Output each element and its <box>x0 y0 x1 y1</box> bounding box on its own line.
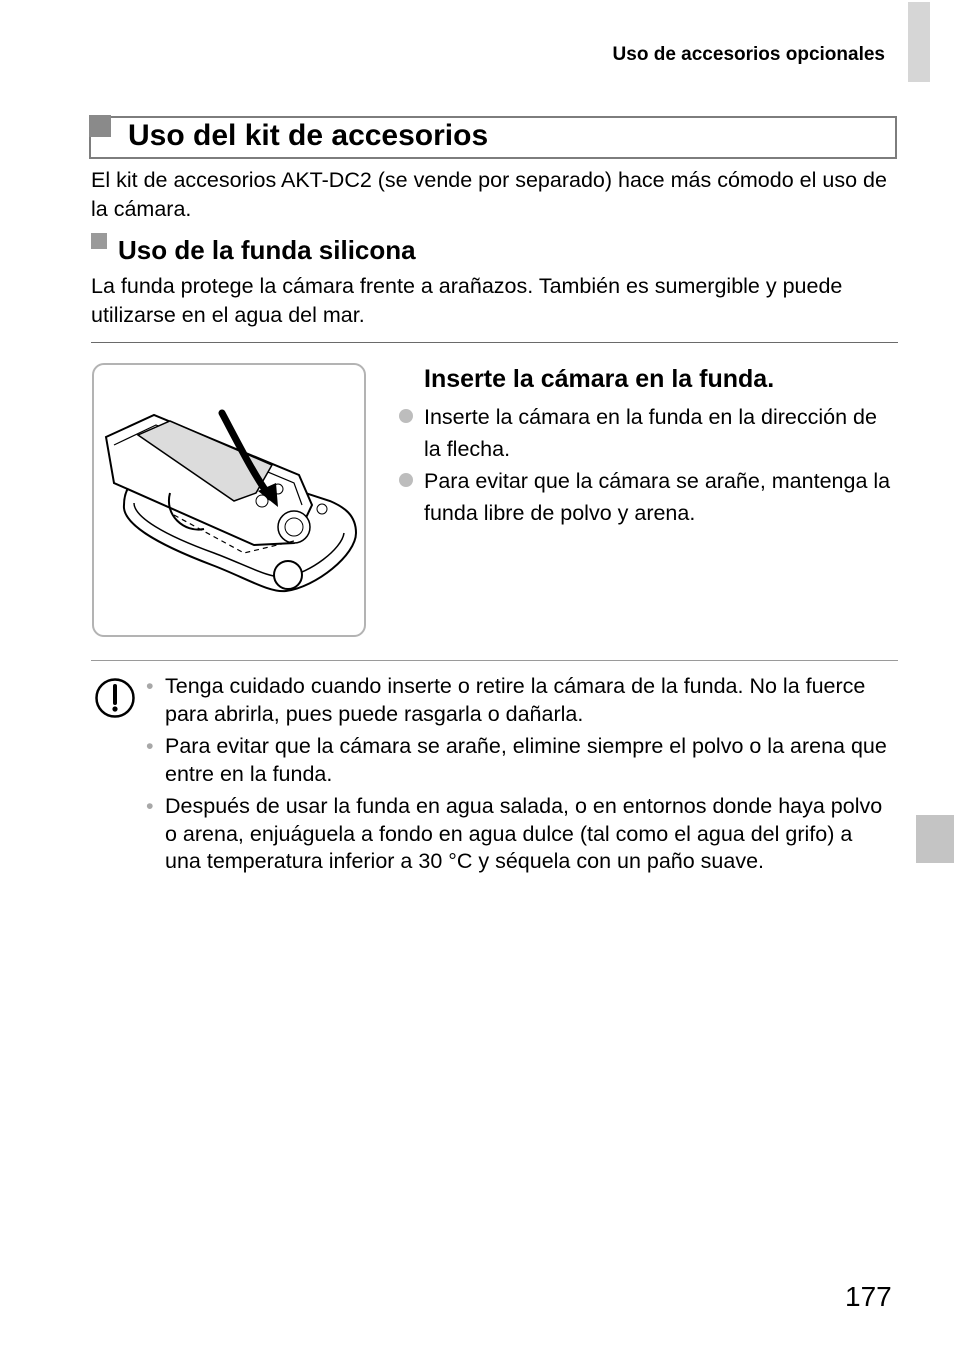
step-title: Inserte la cámara en la funda. <box>424 365 775 393</box>
camera-case-illustration <box>92 363 366 637</box>
subsection-title: Uso de la funda silicona <box>118 235 416 265</box>
subsection-square-icon <box>91 233 107 249</box>
chapter-tab-side <box>916 815 954 863</box>
step-item-text: Para evitar que la cámara se arañe, mantenga la funda libre de polvo y arena. <box>424 469 891 525</box>
section-square-icon <box>89 115 111 137</box>
caution-item-text: Tenga cuidado cuando inserte o retire la cámara de la funda. No la fuerce para abrirla, pues puede rasgarla o dañarla. <box>165 674 866 726</box>
page-number: 177 <box>845 1281 892 1312</box>
chapter-tab-top <box>908 2 930 82</box>
running-header: Uso de accesorios opcionales <box>612 44 885 65</box>
caution-item-text: Después de usar la funda en agua salada, o en entornos donde haya polvo o arena, enjuáguela a fondo en agua dulce (tal como el agua del grifo) a una temperatura inferior a 30 °C y séquela con un paño suave. <box>165 794 883 873</box>
section-title: Uso del kit de accesorios <box>128 119 489 152</box>
step-item-text: Inserte la cámara en la funda en la dirección de la flecha. <box>424 405 877 461</box>
caution-item <box>146 793 894 876</box>
step-item <box>398 465 898 529</box>
caution-item <box>146 733 894 788</box>
subsection-intro: La funda protege la cámara frente a arañazos. También es sumergible y puede utilizarse en el agua del mar. <box>91 274 843 327</box>
caution-list <box>146 673 894 881</box>
section-intro: El kit de accesorios AKT-DC2 (se vende por separado) hace más cómodo el uso de la cámara. <box>91 168 887 221</box>
camera-in-case-icon <box>94 365 364 635</box>
caution-item <box>146 673 894 728</box>
bullet-circle-icon <box>399 409 413 423</box>
step-list <box>398 401 898 529</box>
step-item <box>398 401 898 465</box>
divider <box>91 660 898 661</box>
bullet: • <box>146 674 154 698</box>
bullet: • <box>146 794 154 818</box>
bullet: • <box>146 734 154 758</box>
divider <box>91 342 898 343</box>
caution-icon <box>95 678 135 718</box>
bullet-circle-icon <box>399 473 413 487</box>
caution-item-text: Para evitar que la cámara se arañe, elimine siempre el polvo o la arena que entre en la funda. <box>165 734 887 786</box>
